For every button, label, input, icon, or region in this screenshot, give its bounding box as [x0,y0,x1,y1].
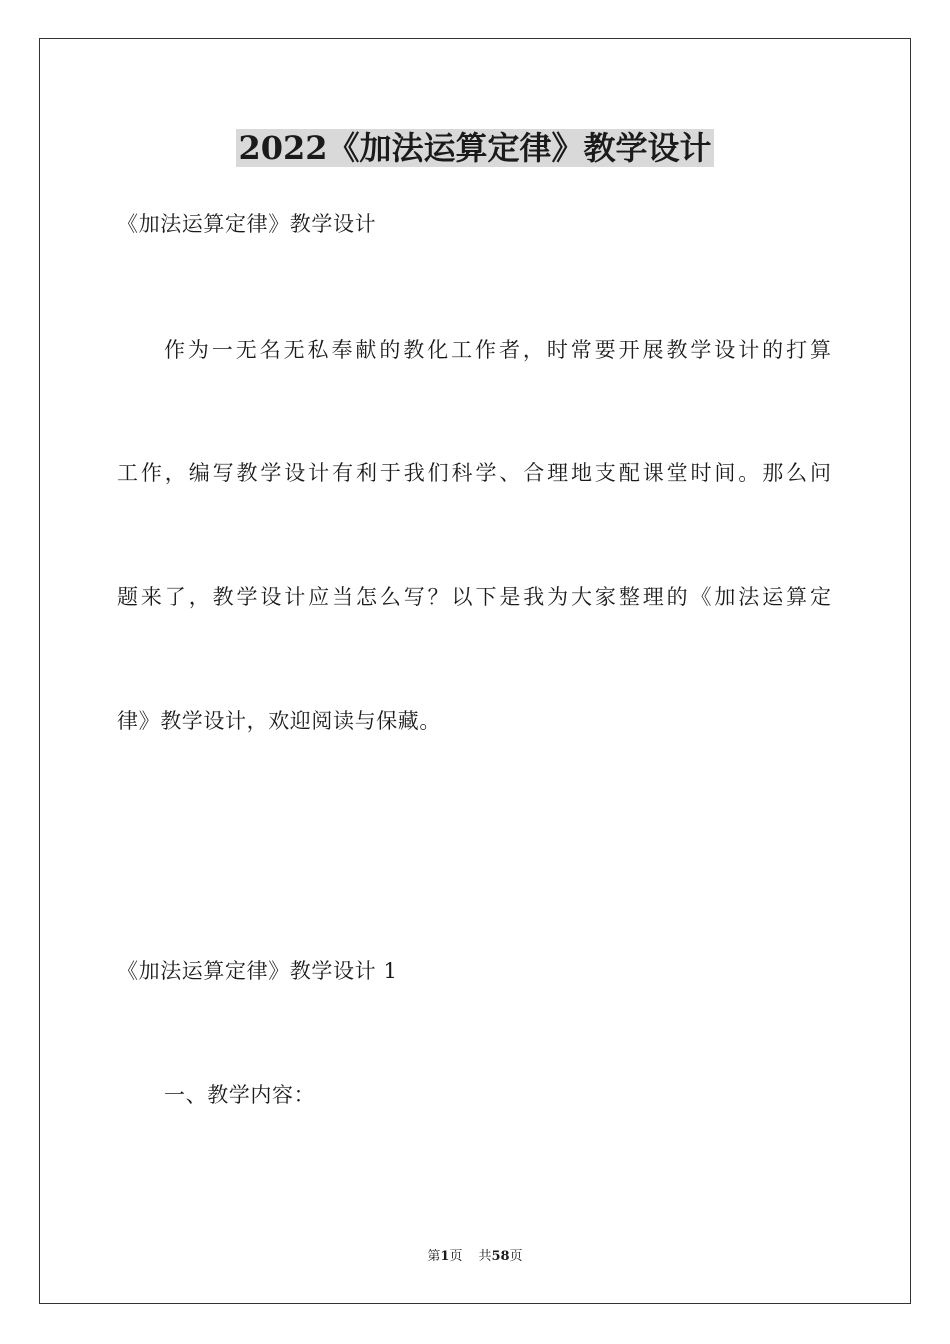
footer-page-prefix: 第 [427,1249,441,1264]
document-subtitle: 《加法运算定律》教学设计 [117,212,377,236]
intro-line-4: 律》教学设计，欢迎阅读与保藏。 [117,709,441,733]
footer-total-suffix: 页 [509,1249,523,1264]
subsection-heading: 一、教学内容： [164,1083,316,1107]
footer-total-pages: 58 [491,1249,510,1264]
document-title [0,126,950,170]
section-heading: 《加法运算定律》教学设计 1 [117,959,398,983]
intro-line-2: 工作，编写教学设计有利于我们科学、合理地支配课堂时间。那么问 [117,461,831,485]
intro-line-3: 题来了，教学设计应当怎么写？以下是我为大家整理的《加法运算定 [117,585,831,609]
page-footer [0,1247,950,1267]
document-title-text: 2022《加法运算定律》教学设计 [238,129,712,167]
intro-line-1: 作为一无名无私奉献的教化工作者，时常要开展教学设计的打算 [164,338,831,362]
footer-total-prefix: 共 [478,1249,492,1264]
footer-page-number: 1 [440,1249,450,1264]
footer-page-suffix: 页 [449,1249,463,1264]
